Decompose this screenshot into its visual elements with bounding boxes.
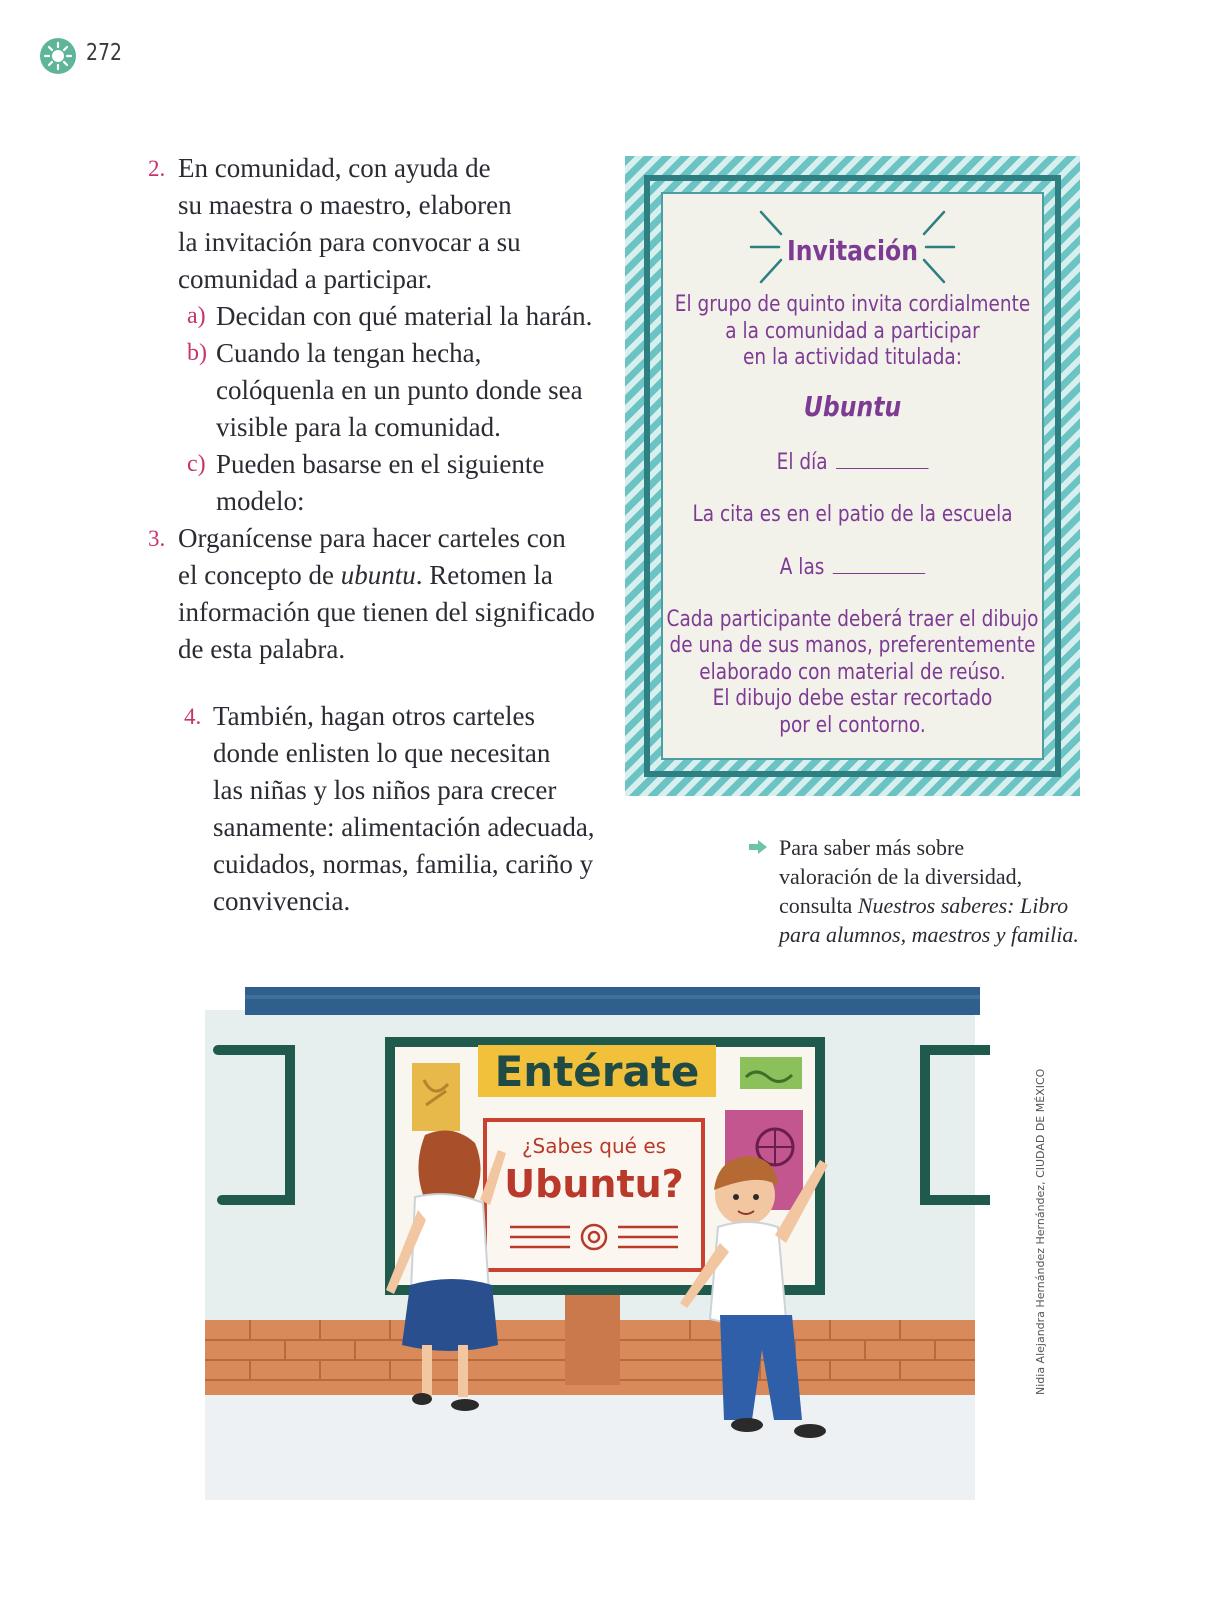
time-blank-line <box>833 555 925 574</box>
invitation-activity-name: Ubuntu <box>803 390 902 423</box>
poster-word-text: Ubuntu? <box>504 1162 684 1206</box>
invitation-intro-line: El grupo de quinto invita cordialmente <box>674 292 1031 317</box>
subitem-b <box>187 335 583 446</box>
text-fragment: el concepto de <box>178 560 341 590</box>
text-line: También, hagan otros carteles <box>213 701 535 731</box>
note-fragment: consulta <box>779 893 858 918</box>
invitation-instruction-line: Cada participante deberá traer el dibujo <box>666 607 1039 632</box>
text-line: información que tienen del significado <box>178 597 595 627</box>
page-number: 272 <box>86 40 123 66</box>
invitation-place: La cita es en el patio de la escuela <box>692 502 1013 527</box>
invitation-title: Invitación <box>787 234 918 267</box>
text-line: modelo: <box>216 486 305 516</box>
invitation-instruction-line: elaborado con material de reúso. <box>699 660 1006 685</box>
text-line: sanamente: alimentación adecuada, <box>213 812 595 842</box>
invitation-time-label: A las <box>779 555 825 580</box>
note-line <box>779 920 1079 949</box>
invitation-instruction-line: por el contorno. <box>779 713 926 738</box>
text-line: visible para la comunidad. <box>216 412 501 442</box>
subitem-c <box>187 446 545 520</box>
text-line: comunidad a participar. <box>178 264 433 294</box>
invitation-instruction-line: El dibujo debe estar recortado <box>712 686 993 711</box>
text-line: las niñas y los niños para crecer <box>213 775 557 805</box>
text-line: la invitación para convocar a su <box>178 227 521 257</box>
credit-place: CIUDAD DE MÉXICO <box>1034 1068 1047 1178</box>
subitem-a <box>187 298 593 335</box>
activity-item-2 <box>148 150 521 298</box>
credit-name: Nidia Alejandra Hernández Hernández, <box>1034 1181 1047 1395</box>
book-title-fragment: Nuestros saberes: Libro <box>857 893 1069 918</box>
text-line: donde enlisten lo que necesitan <box>213 738 551 768</box>
activity-item-3 <box>148 520 595 668</box>
reference-note <box>779 833 1079 949</box>
day-blank-line <box>836 450 928 469</box>
subitem-letter: a) <box>187 303 206 329</box>
text-line: Pueden basarse en el siguiente <box>216 449 545 479</box>
invitation-intro-line: en la actividad titulada: <box>743 345 962 370</box>
note-line <box>779 891 1079 920</box>
book-title-fragment: para alumnos, maestros y familia. <box>779 922 1079 947</box>
note-line: Para saber más sobre <box>779 835 965 860</box>
invitation-instruction-line: de una de sus manos, preferentemente <box>669 633 1036 658</box>
invitation-card <box>625 156 1080 796</box>
invitation-intro-line: a la comunidad a participar <box>725 319 980 344</box>
poster-title-text: Entérate <box>494 1047 700 1096</box>
invitation-day-row <box>661 450 1043 475</box>
emphasis-ubuntu: ubuntu <box>340 560 416 590</box>
text-line: Decidan con qué material la harán. <box>216 301 593 331</box>
illustration-credit <box>1034 1069 1047 1395</box>
text-line: cuidados, normas, familia, cariño y <box>213 849 594 879</box>
text-line: colóquenla en un punto donde sea <box>216 375 583 405</box>
text-line: Organícense para hacer carteles con <box>178 523 566 553</box>
text-line: En comunidad, con ayuda de <box>178 153 491 183</box>
item-number: 4. <box>184 704 202 729</box>
subitem-letter: b) <box>187 340 207 366</box>
invitation-day-label: El día <box>776 450 828 475</box>
text-line: Cuando la tengan hecha, <box>216 338 482 368</box>
text-fragment: . Retomen la <box>415 560 553 590</box>
text-line: su maestra o maestro, elaboren <box>178 190 512 220</box>
text-line <box>178 557 595 594</box>
item-number: 3. <box>148 526 166 551</box>
poster-question-text: ¿Sabes qué es <box>521 1134 667 1158</box>
arrow-right-icon <box>748 839 768 855</box>
note-line: valoración de la diversidad, <box>779 864 1023 889</box>
item-number: 2. <box>148 156 166 181</box>
school-bulletin-board-illustration <box>190 985 990 1505</box>
text-line: de esta palabra. <box>178 634 346 664</box>
section-badge-icon <box>40 38 76 74</box>
text-line: convivencia. <box>213 886 351 916</box>
subitem-letter: c) <box>187 451 206 477</box>
activity-item-4 <box>184 698 595 920</box>
invitation-time-row <box>661 555 1043 580</box>
